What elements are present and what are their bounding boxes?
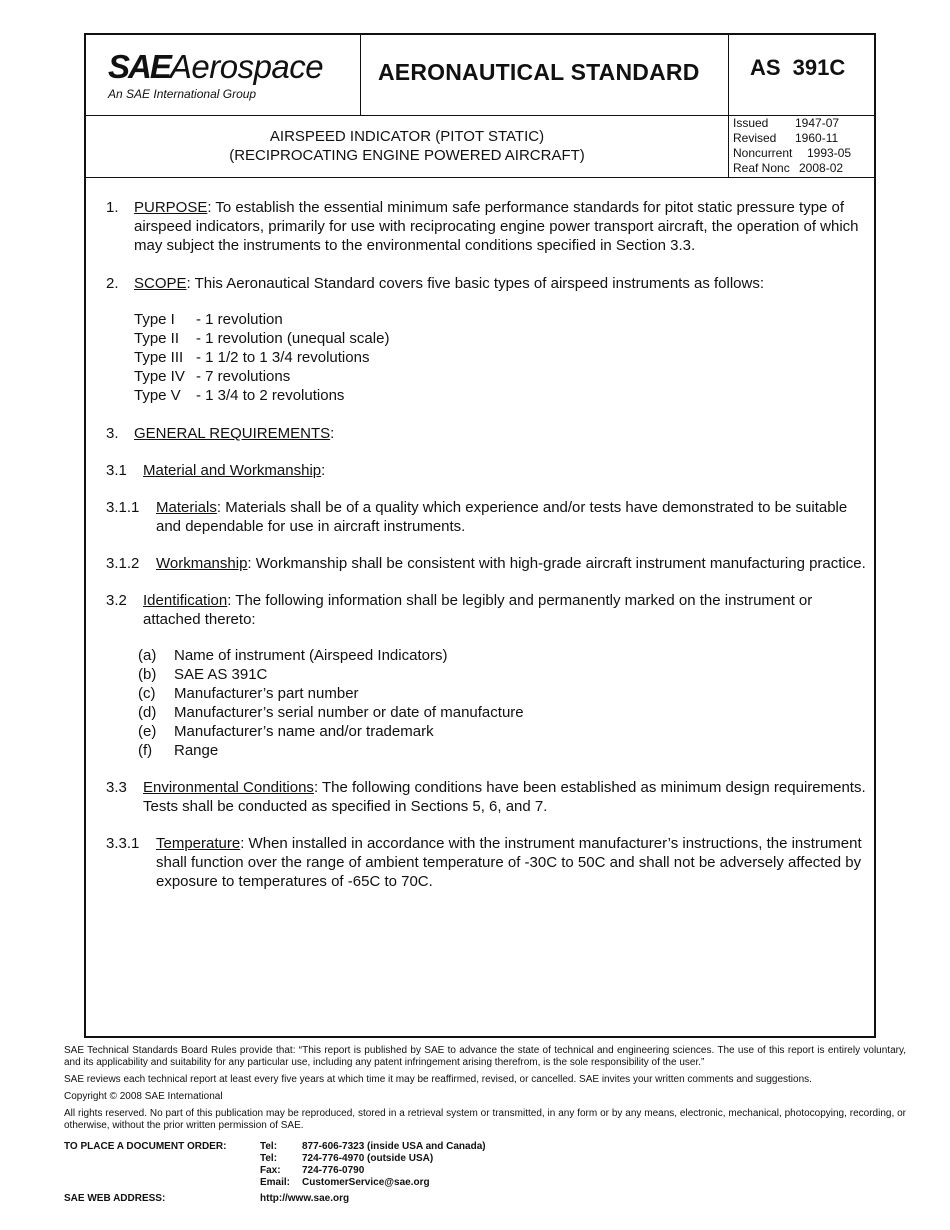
document-subtitle [86, 127, 728, 165]
section-number: 2. [106, 275, 119, 292]
item-text: SAE AS 391C [174, 666, 268, 683]
section-heading: GENERAL REQUIREMENTS [134, 425, 331, 442]
item-text: Manufacturer’s serial number or date of manufacture [174, 704, 524, 721]
subtitle-line-2: (RECIPROCATING ENGINE POWERED AIRCRAFT) [229, 147, 585, 164]
identification-item [138, 722, 866, 741]
type-list [134, 310, 866, 405]
date-label: Reaf Nonc [733, 161, 790, 175]
type-name: Type III [134, 349, 184, 366]
footer-notice [64, 1045, 906, 1137]
footer-copyright: Copyright © 2008 SAE International [64, 1091, 223, 1102]
section-3-2 [106, 591, 866, 629]
item-key: (c) [138, 685, 156, 702]
web-address-label: SAE WEB ADDRESS: [64, 1193, 166, 1204]
contact-key: Tel: [260, 1153, 278, 1164]
section-text: : Materials shall be of a quality which experience and/or tests have demonstrated to be suitable and dependable for use in aircraft instruments. [156, 499, 848, 535]
type-desc: - 7 revolutions [196, 368, 291, 385]
type-row [134, 329, 866, 348]
section-text: : This Aeronautical Standard covers five basic types of airspeed instruments as follows: [186, 275, 765, 292]
logo-aerospace: Aerospace [169, 48, 324, 85]
type-name: Type I [134, 311, 175, 328]
contact-key: Email: [260, 1177, 291, 1188]
section-number: 3.1 [106, 462, 127, 479]
section-number: 3.3 [106, 779, 127, 796]
date-label: Revised [733, 131, 777, 145]
document-number: AS 391C [750, 55, 846, 80]
type-row [134, 367, 866, 386]
date-value: 2008-02 [799, 161, 844, 175]
item-key: (b) [138, 666, 157, 683]
item-key: (d) [138, 704, 157, 721]
type-name: Type V [134, 387, 181, 404]
section-3-3-1 [106, 834, 866, 891]
web-address-link[interactable]: http://www.sae.org [260, 1193, 350, 1204]
document-type-title: AERONAUTICAL STANDARD [378, 59, 700, 85]
footer-review: SAE reviews each technical report at least every five years at which time it may be reaffirmed, revised, or cancelled. SAE invites your written comments and suggestions. [64, 1074, 812, 1085]
order-label: TO PLACE A DOCUMENT ORDER: [64, 1141, 227, 1152]
item-key: (e) [138, 723, 157, 740]
title-cell [360, 35, 729, 115]
section-3-3 [106, 778, 866, 816]
section-text: : [321, 462, 326, 479]
type-row [134, 348, 866, 367]
date-row [733, 116, 874, 131]
section-2-scope [106, 274, 866, 293]
contact-value: 724-776-4970 (outside USA) [302, 1153, 434, 1164]
contact-key: Tel: [260, 1141, 278, 1152]
section-heading: Workmanship [156, 555, 248, 572]
section-heading: Environmental Conditions [143, 779, 314, 796]
item-text: Manufacturer’s part number [174, 685, 359, 702]
contact-row [260, 1141, 486, 1153]
section-heading: Material and Workmanship [143, 462, 322, 479]
revision-dates [728, 115, 874, 177]
item-key: (a) [138, 647, 157, 664]
date-value: 1960-11 [795, 131, 839, 145]
section-3-1 [106, 461, 866, 480]
section-number: 3.1.2 [106, 555, 140, 572]
section-heading: Temperature [156, 835, 241, 852]
item-text: Name of instrument (Airspeed Indicators) [174, 647, 448, 664]
date-row [733, 146, 874, 161]
date-value: 1947-07 [795, 116, 840, 130]
type-row [134, 386, 866, 405]
contact-value: 724-776-0790 [302, 1165, 365, 1176]
section-text: : To establish the essential minimum safe performance standards for pitot static pressure type of airspeed indicators, primarily for use with reciprocating engine power transport aircraft, the operation of which may subject the instruments to the environmental conditions specified in Section 3.3. [134, 199, 859, 254]
section-number: 3. [106, 425, 119, 442]
identification-item [138, 684, 866, 703]
type-desc: - 1 1/2 to 1 3/4 revolutions [196, 349, 370, 366]
contact-row [260, 1153, 486, 1165]
section-text: : The following conditions have been established as minimum design requirements. Tests shall be conducted as specified in Sections 5, 6, and 7. [143, 779, 866, 815]
order-contacts [260, 1141, 486, 1189]
section-1-purpose [106, 198, 866, 255]
section-heading: PURPOSE [134, 199, 208, 216]
type-desc: - 1 3/4 to 2 revolutions [196, 387, 345, 404]
document-body [106, 198, 866, 891]
section-heading: SCOPE [134, 275, 187, 292]
section-heading: Materials [156, 499, 217, 516]
section-text: : When installed in accordance with the instrument manufacturer’s instructions, the instrument shall function over the range of ambient temperature of -30C to 50C and shall not be adversely affected by exposure to temperatures of -65C to 70C. [156, 835, 862, 890]
type-row [134, 310, 866, 329]
section-3-1-2 [106, 554, 866, 573]
identification-item [138, 665, 866, 684]
section-number: 1. [106, 199, 119, 216]
section-heading: Identification [143, 592, 228, 609]
identification-item [138, 741, 866, 760]
contact-key: Fax: [260, 1165, 281, 1176]
subtitle-row [86, 115, 874, 178]
section-text: : Workmanship shall be consistent with high-grade aircraft instrument manufacturing practice. [247, 555, 866, 572]
section-3-general-requirements [106, 424, 866, 443]
contact-value: 877-606-7323 (inside USA and Canada) [302, 1141, 486, 1152]
item-text: Manufacturer’s name and/or trademark [174, 723, 434, 740]
footer-rights: All rights reserved. No part of this publication may be reproduced, stored in a retrieval system or transmitted, in any form or by any means, electronic, mechanical, photocopying, recording, or otherwise, without the prior written permission of SAE. [64, 1108, 906, 1131]
identification-item [138, 646, 866, 665]
header-row [86, 35, 874, 116]
type-desc: - 1 revolution [196, 311, 283, 328]
section-number: 3.1.1 [106, 499, 140, 516]
section-text: : The following information shall be legibly and permanently marked on the instrument or attached thereto: [143, 592, 813, 628]
section-number: 3.2 [106, 592, 127, 609]
type-name: Type II [134, 330, 180, 347]
date-row [733, 161, 874, 176]
section-3-1-1 [106, 498, 866, 536]
logo [86, 35, 361, 115]
contact-row [260, 1177, 486, 1189]
date-row [733, 131, 874, 146]
contact-value: CustomerService@sae.org [302, 1177, 430, 1188]
type-desc: - 1 revolution (unequal scale) [196, 330, 390, 347]
footer-rules: SAE Technical Standards Board Rules provide that: “This report is published by SAE to advance the state of technical and engineering sciences. The use of this report is entirely voluntary, and its applicability and suitability for any particular use, including any patent infringement arising therefrom, is the sole responsibility of the user.” [64, 1045, 906, 1068]
item-key: (f) [138, 742, 153, 759]
date-label: Noncurrent [733, 146, 793, 160]
contact-row [260, 1165, 486, 1177]
section-text: : [330, 425, 335, 442]
logo-subtitle: An SAE International Group [108, 87, 257, 101]
subtitle-line-1: AIRSPEED INDICATOR (PITOT STATIC) [269, 128, 545, 145]
identification-list [138, 646, 866, 760]
date-label: Issued [733, 116, 769, 130]
logo-sae: SAE [108, 48, 170, 85]
item-text: Range [174, 742, 219, 759]
section-number: 3.3.1 [106, 835, 140, 852]
identification-item [138, 703, 866, 722]
logo-wordmark [108, 49, 323, 85]
date-value: 1993-05 [807, 146, 852, 160]
type-name: Type IV [134, 368, 185, 385]
